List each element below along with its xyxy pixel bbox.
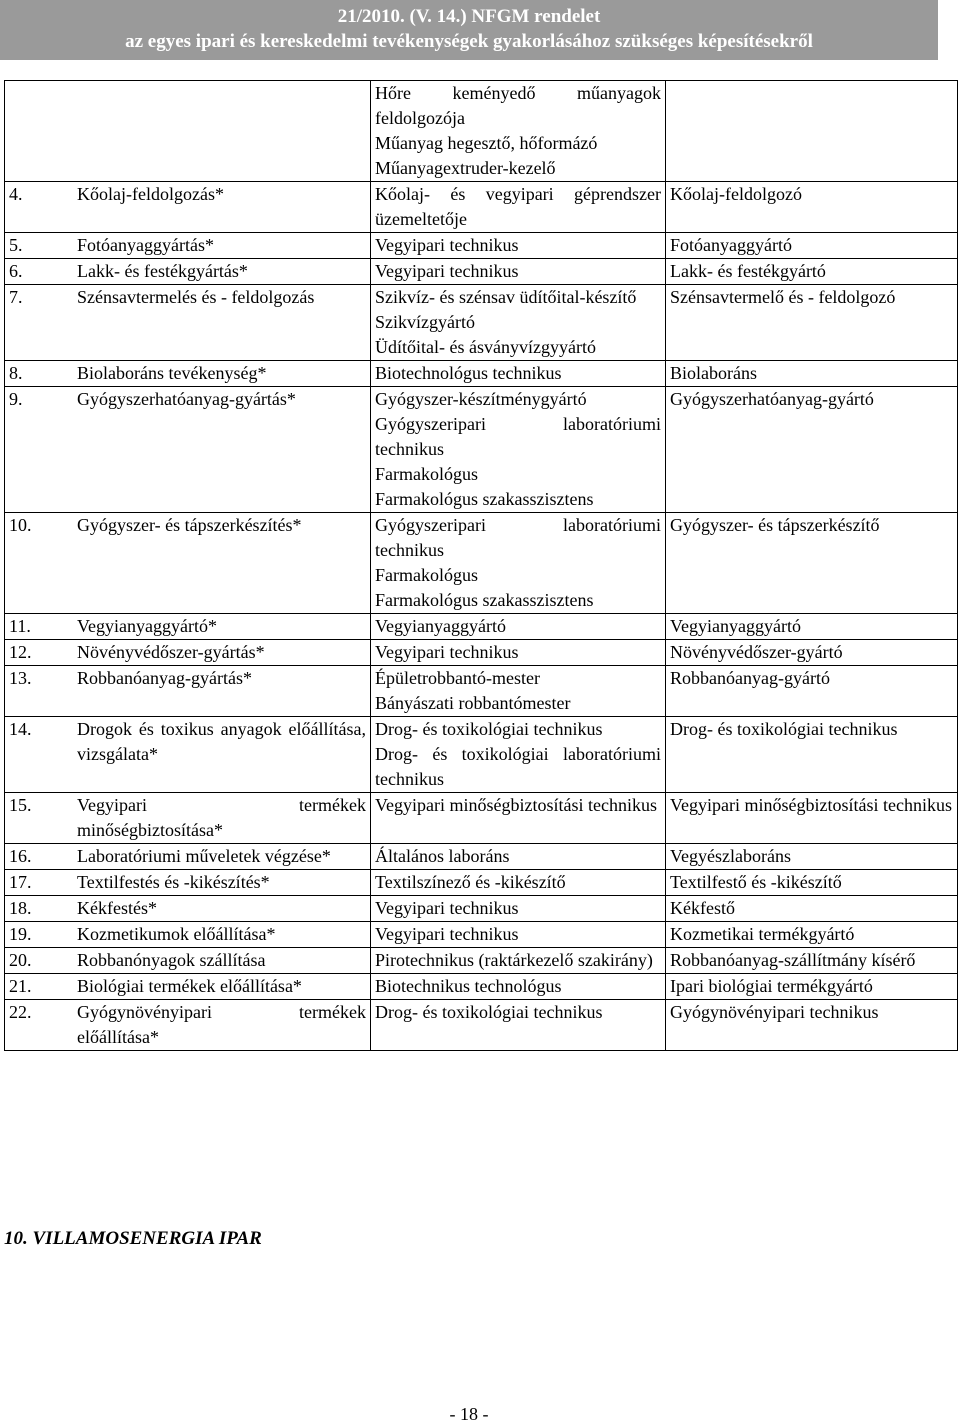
qualification-cell xyxy=(371,81,666,182)
activity-name: Textilfestés és -kikészítés* xyxy=(77,872,270,892)
qualification-item: Hőre keményedő műanyagok feldolgozója xyxy=(375,83,661,128)
result-cell xyxy=(666,948,958,974)
result-qualification: Kékfestő xyxy=(670,898,735,918)
table-row xyxy=(5,182,958,233)
result-qualification: Drog- és toxikológiai technikus xyxy=(670,719,898,739)
table-row xyxy=(5,233,958,259)
activity-name: Biolaboráns tevékenység* xyxy=(77,363,267,383)
qualification-cell xyxy=(371,285,666,361)
qualification-item: Szikvízgyártó xyxy=(375,312,475,332)
qualification-item: Farmakológus szakasszisztens xyxy=(375,590,594,610)
activity-cell xyxy=(5,666,371,717)
row-number: 7. xyxy=(9,287,23,307)
result-qualification: Vegyianyaggyártó xyxy=(670,616,801,636)
table-row xyxy=(5,81,958,182)
activity-cell xyxy=(5,640,371,666)
qualification-item: Vegyianyaggyártó xyxy=(375,616,506,636)
result-cell xyxy=(666,793,958,844)
activity-cell xyxy=(5,793,371,844)
result-qualification: Gyógynövényipari technikus xyxy=(670,1002,879,1022)
activity-cell xyxy=(5,922,371,948)
qualification-item: Gyógyszeripari laboratóriumi technikus xyxy=(375,414,661,459)
result-cell xyxy=(666,387,958,513)
table-row xyxy=(5,1000,958,1051)
activity-cell xyxy=(5,387,371,513)
qualification-table xyxy=(4,80,958,1051)
result-qualification: Robbanóanyag-szállítmány kísérő xyxy=(670,950,916,970)
qualification-cell xyxy=(371,666,666,717)
qualification-item: Drog- és toxikológiai technikus xyxy=(375,719,603,739)
activity-cell xyxy=(5,717,371,793)
qualification-item: Épületrobbantó-mester xyxy=(375,668,540,688)
qualification-item: Kőolaj- és vegyipari géprendszer üzemeltetője xyxy=(375,184,661,229)
qualification-item: Drog- és toxikológiai laboratóriumi technikus xyxy=(375,744,661,789)
table-row xyxy=(5,717,958,793)
result-qualification: Fotóanyaggyártó xyxy=(670,235,792,255)
activity-cell xyxy=(5,361,371,387)
table-row xyxy=(5,844,958,870)
activity-name: Laboratóriumi műveletek végzése* xyxy=(77,846,331,866)
result-qualification: Növényvédőszer-gyártó xyxy=(670,642,843,662)
row-number: 6. xyxy=(9,261,23,281)
table-row xyxy=(5,285,958,361)
qualification-cell xyxy=(371,614,666,640)
qualification-item: Vegyipari technikus xyxy=(375,235,519,255)
table-row xyxy=(5,259,958,285)
qualification-item: Farmakológus szakasszisztens xyxy=(375,489,594,509)
result-cell xyxy=(666,870,958,896)
header-regulation-subtitle: az egyes ipari és kereskedelmi tevékenységek gyakorlásához szükséges képesítésekről xyxy=(125,31,813,52)
result-cell xyxy=(666,81,958,182)
qualification-cell xyxy=(371,1000,666,1051)
row-number: 4. xyxy=(9,184,23,204)
table-row xyxy=(5,640,958,666)
result-cell xyxy=(666,717,958,793)
table-row xyxy=(5,948,958,974)
row-number: 14. xyxy=(9,719,32,739)
qualification-cell xyxy=(371,896,666,922)
row-number: 22. xyxy=(9,1002,32,1022)
qualification-item: Általános laboráns xyxy=(375,846,510,866)
activity-name: Kékfestés* xyxy=(77,898,157,918)
qualification-cell xyxy=(371,233,666,259)
table-row xyxy=(5,614,958,640)
activity-name: Biológiai termékek előállítása* xyxy=(77,976,302,996)
result-cell xyxy=(666,896,958,922)
activity-cell xyxy=(5,81,371,182)
row-number: 13. xyxy=(9,668,32,688)
activity-cell xyxy=(5,513,371,614)
row-number: 18. xyxy=(9,898,32,918)
result-qualification: Kőolaj-feldolgozó xyxy=(670,184,802,204)
result-cell xyxy=(666,844,958,870)
row-number: 10. xyxy=(9,515,32,535)
qualification-item: Biotechnológus technikus xyxy=(375,363,562,383)
result-cell xyxy=(666,513,958,614)
result-qualification: Robbanóanyag-gyártó xyxy=(670,668,830,688)
qualification-item: Vegyipari technikus xyxy=(375,261,519,281)
page-number: - 18 - xyxy=(449,1404,489,1424)
qualification-item: Gyógyszeripari laboratóriumi technikus xyxy=(375,515,661,560)
result-qualification: Gyógyszer- és tápszerkészítő xyxy=(670,515,880,535)
document-header xyxy=(0,0,938,60)
table-row xyxy=(5,793,958,844)
activity-cell xyxy=(5,1000,371,1051)
result-qualification: Vegyipari minőségbiztosítási technikus xyxy=(670,795,952,815)
result-cell xyxy=(666,182,958,233)
qualification-item: Textilszínező és -kikészítő xyxy=(375,872,566,892)
activity-name: Robbanóanyag-gyártás* xyxy=(77,668,252,688)
table-row xyxy=(5,896,958,922)
activity-name: Fotóanyaggyártás* xyxy=(77,235,214,255)
activity-cell xyxy=(5,974,371,1000)
qualification-cell xyxy=(371,513,666,614)
qualification-item: Szikvíz- és szénsav üdítőital-készítő xyxy=(375,287,637,307)
row-number: 12. xyxy=(9,642,32,662)
activity-name: Kőolaj-feldolgozás* xyxy=(77,184,224,204)
activity-name: Gyógyszerhatóanyag-gyártás* xyxy=(77,389,296,409)
activity-cell xyxy=(5,870,371,896)
result-qualification: Vegyészlaboráns xyxy=(670,846,791,866)
activity-cell xyxy=(5,285,371,361)
result-cell xyxy=(666,285,958,361)
header-regulation-title: 21/2010. (V. 14.) NFGM rendelet xyxy=(337,6,601,27)
activity-cell xyxy=(5,896,371,922)
result-cell xyxy=(666,361,958,387)
result-cell xyxy=(666,640,958,666)
qualification-cell xyxy=(371,922,666,948)
activity-cell xyxy=(5,259,371,285)
qualification-table-body xyxy=(5,81,958,1051)
qualification-cell xyxy=(371,844,666,870)
table-row xyxy=(5,666,958,717)
activity-name: Növényvédőszer-gyártás* xyxy=(77,642,265,662)
result-qualification: Ipari biológiai termékgyártó xyxy=(670,976,873,996)
qualification-item: Farmakológus xyxy=(375,565,478,585)
result-cell xyxy=(666,233,958,259)
table-row xyxy=(5,513,958,614)
result-qualification: Szénsavtermelő és - feldolgozó xyxy=(670,287,896,307)
qualification-item: Vegyipari technikus xyxy=(375,642,519,662)
qualification-cell xyxy=(371,182,666,233)
row-number: 21. xyxy=(9,976,32,996)
result-cell xyxy=(666,614,958,640)
row-number: 20. xyxy=(9,950,32,970)
result-qualification: Gyógyszerhatóanyag-gyártó xyxy=(670,389,874,409)
qualification-item: Vegyipari minőségbiztosítási technikus xyxy=(375,795,657,815)
qualification-cell xyxy=(371,361,666,387)
activity-name: Gyógynövényipari termékek előállítása* xyxy=(77,1002,366,1047)
qualification-cell xyxy=(371,259,666,285)
row-number: 16. xyxy=(9,846,32,866)
activity-cell xyxy=(5,182,371,233)
activity-name: Lakk- és festékgyártás* xyxy=(77,261,248,281)
activity-name: Szénsavtermelés és - feldolgozás xyxy=(77,287,315,307)
result-cell xyxy=(666,974,958,1000)
qualification-cell xyxy=(371,793,666,844)
qualification-item: Biotechnikus technológus xyxy=(375,976,562,996)
qualification-item: Üdítőital- és ásványvízgyyártó xyxy=(375,337,596,357)
qualification-cell xyxy=(371,974,666,1000)
result-cell xyxy=(666,1000,958,1051)
qualification-cell xyxy=(371,640,666,666)
row-number: 9. xyxy=(9,389,23,409)
qualification-item: Vegyipari technikus xyxy=(375,924,519,944)
row-number: 15. xyxy=(9,795,32,815)
activity-cell xyxy=(5,233,371,259)
row-number: 17. xyxy=(9,872,32,892)
result-qualification: Textilfestő és -kikészítő xyxy=(670,872,842,892)
activity-name: Robbanónyagok szállítása xyxy=(77,950,266,970)
activity-name: Vegyianyaggyártó* xyxy=(77,616,217,636)
qualification-item: Műanyagextruder-kezelő xyxy=(375,158,556,178)
qualification-item: Vegyipari technikus xyxy=(375,898,519,918)
result-qualification: Lakk- és festékgyártó xyxy=(670,261,826,281)
activity-cell xyxy=(5,844,371,870)
activity-name: Vegyipari termékek minőségbiztosítása* xyxy=(77,795,366,840)
table-row xyxy=(5,922,958,948)
qualification-cell xyxy=(371,948,666,974)
result-qualification: Biolaboráns xyxy=(670,363,757,383)
row-number: 11. xyxy=(9,616,31,636)
activity-cell xyxy=(5,948,371,974)
qualification-cell xyxy=(371,387,666,513)
qualification-item: Drog- és toxikológiai technikus xyxy=(375,1002,603,1022)
activity-cell xyxy=(5,614,371,640)
table-row xyxy=(5,870,958,896)
result-cell xyxy=(666,666,958,717)
qualification-item: Gyógyszer-készítménygyártó xyxy=(375,389,587,409)
result-qualification: Kozmetikai termékgyártó xyxy=(670,924,855,944)
activity-name: Gyógyszer- és tápszerkészítés* xyxy=(77,515,302,535)
row-number: 19. xyxy=(9,924,32,944)
qualification-item: Bányászati robbantómester xyxy=(375,693,571,713)
row-number: 5. xyxy=(9,235,23,255)
qualification-cell xyxy=(371,717,666,793)
qualification-item: Pirotechnikus (raktárkezelő szakirány) xyxy=(375,950,653,970)
table-row xyxy=(5,974,958,1000)
result-cell xyxy=(666,922,958,948)
result-cell xyxy=(666,259,958,285)
section-title: 10. VILLAMOSENERGIA IPAR xyxy=(4,1228,262,1249)
row-number: 8. xyxy=(9,363,23,383)
qualification-item: Farmakológus xyxy=(375,464,478,484)
table-row xyxy=(5,361,958,387)
qualification-cell xyxy=(371,870,666,896)
activity-name: Kozmetikumok előállítása* xyxy=(77,924,276,944)
table-row xyxy=(5,387,958,513)
qualification-item: Műanyag hegesztő, hőformázó xyxy=(375,133,598,153)
activity-name: Drogok és toxikus anyagok előállítása, vizsgálata* xyxy=(77,719,366,764)
